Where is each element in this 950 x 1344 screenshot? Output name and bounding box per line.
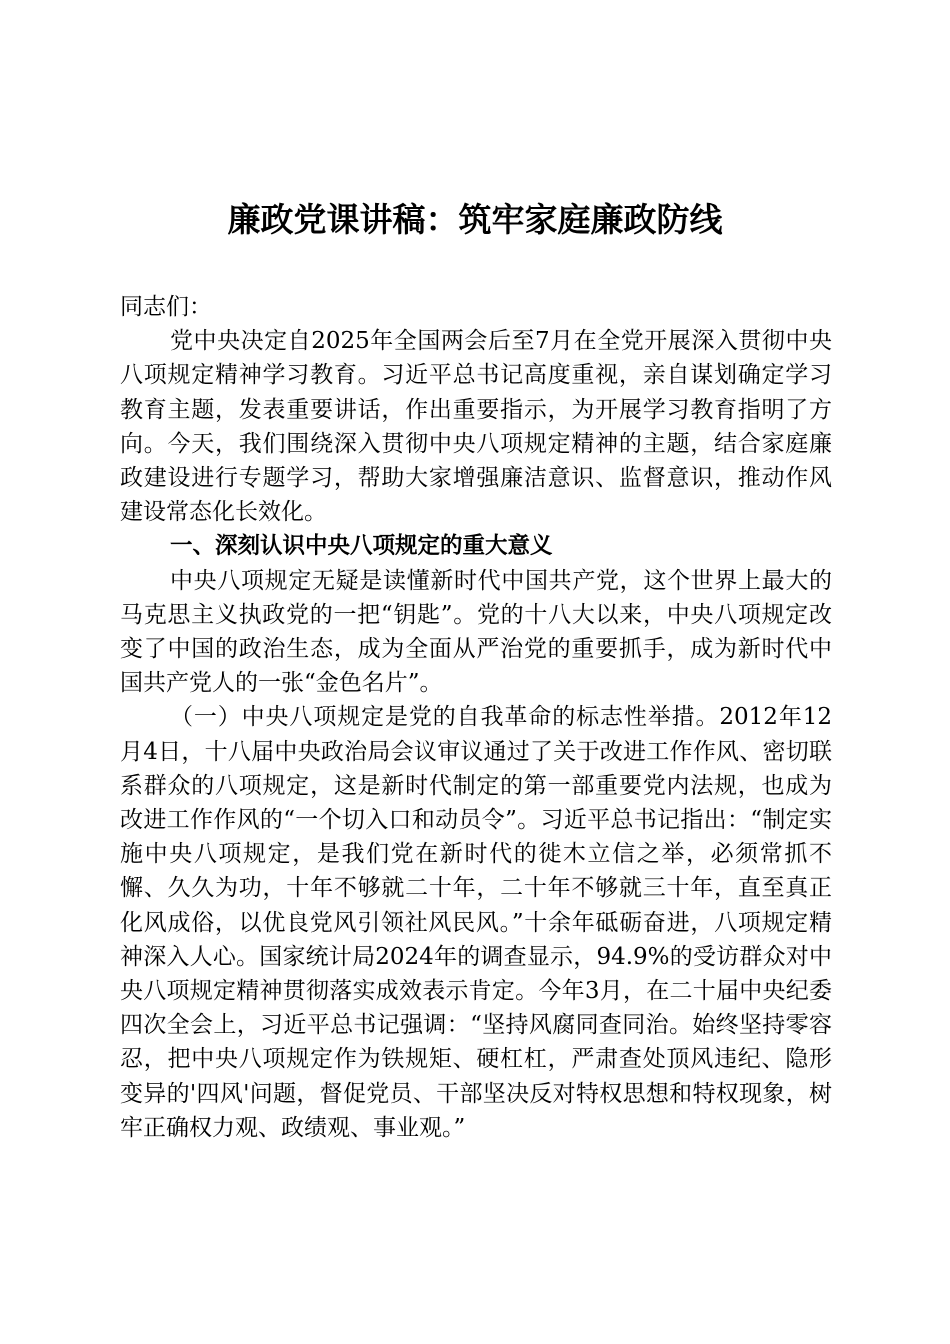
salutation: 同志们：	[120, 294, 212, 320]
document-title: 廉政党课讲稿：筑牢家庭廉政防线	[227, 200, 723, 239]
document-body	[120, 290, 832, 1145]
section-heading-1: 一、深刻认识中央八项规定的重大意义	[170, 533, 553, 560]
subsection-1-paragraph: （一）中央八项规定是党的自我革命的标志性举措。2012年12月4日，十八届中央政治局会议审议通过了关于改进工作作风、密切联系群众的八项规定，这是新时代制定的第一部重要党内法规，也成为改进工作作风的“一个切入口和动员令”。习近平总书记指出：“制定实施中央八项规定，是我们党在新时代的徙木立信之举，必须常抓不懈、久久为功，十年不够就二十年，二十年不够就三十年，直至真正化风成俗，以优良党风引领社风民风。”十余年砥砺奋进，八项规定精神深入人心。国家统计局2024年的调查显示，94.9%的受访群众对中央八项规定精神贯彻落实成效表示肯定。今年3月，在二十届中央纪委四次全会上，习近平总书记强调：“坚持风腐同查同治。始终坚持零容忍，把中央八项规定作为铁规矩、硬杠杠，严肃查处顶风违纪、隐形变异的'四风'问题，督促党员、干部坚决反对特权思想和特权现象，树牢正确权力观、政绩观、事业观。”	[120, 704, 832, 1141]
intro-paragraph: 党中央决定自2025年全国两会后至7月在全党开展深入贯彻中央八项规定精神学习教育。习近平总书记高度重视，亲自谋划确定学习教育主题，发表重要讲话，作出重要指示，为开展学习教育指明了方向。今天，我们围绕深入贯彻中央八项规定精神的主题，结合家庭廉政建设进行专题学习，帮助大家增强廉洁意识、监督意识，推动作风建设常态化长效化。	[120, 328, 832, 526]
section-1-paragraph: 中央八项规定无疑是读懂新时代中国共产党，这个世界上最大的马克思主义执政党的一把“钥匙”。党的十八大以来，中央八项规定改变了中国的政治生态，成为全面从严治党的重要抓手，成为新时代中国共产党人的一张“金色名片”。	[120, 567, 832, 697]
